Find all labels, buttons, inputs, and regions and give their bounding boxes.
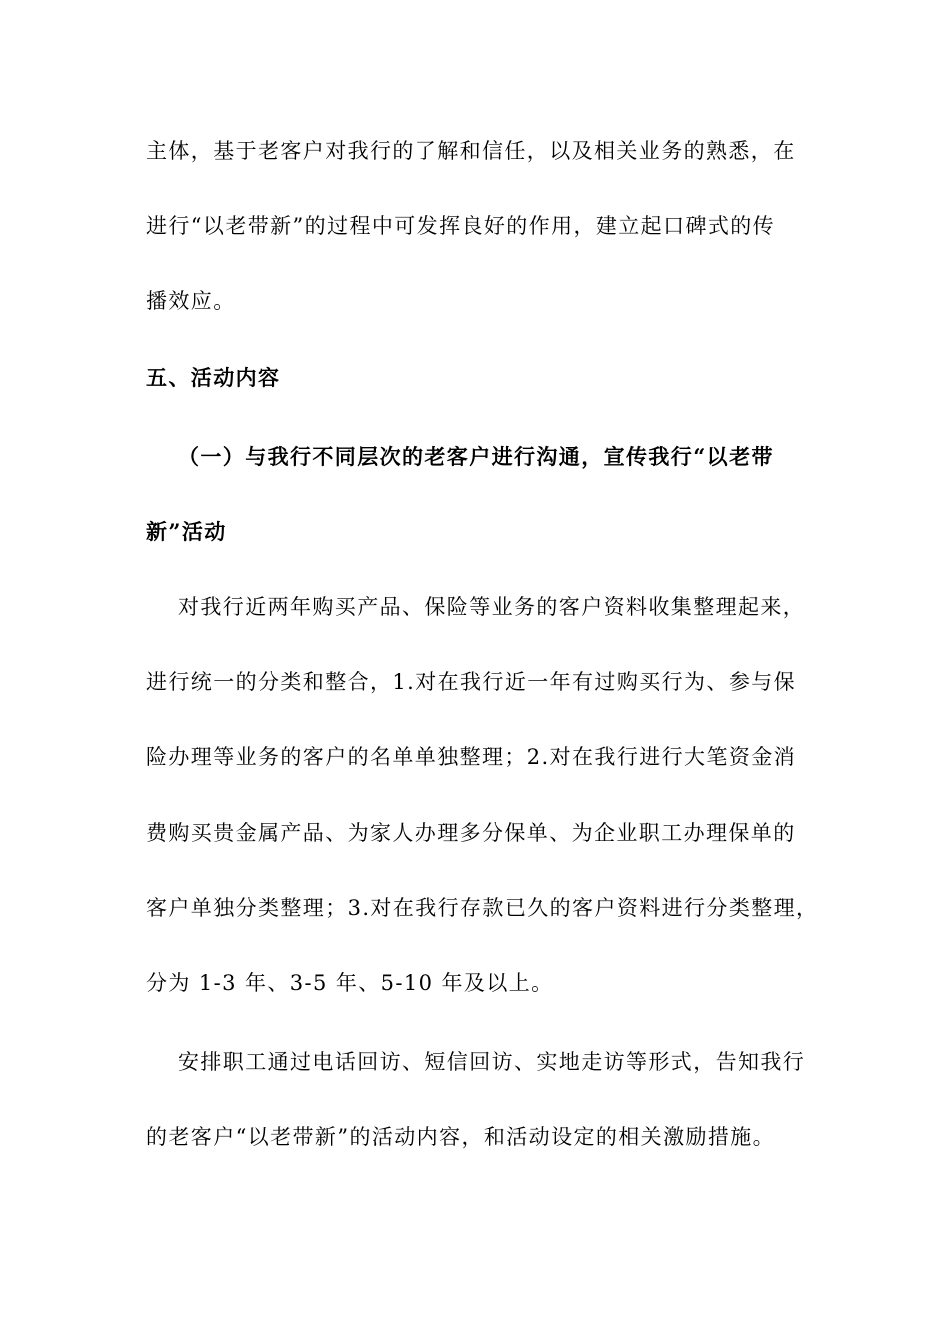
paragraph-line: 进行“以老带新”的过程中可发挥良好的作用，建立起口碑式的传 — [146, 214, 776, 238]
paragraph-line: 客户单独分类整理；3.对在我行存款已久的客户资料进行分类整理， — [146, 896, 819, 920]
subsection-heading-continued: 新”活动 — [146, 519, 227, 544]
section-heading: 五、活动内容 — [146, 365, 281, 390]
paragraph-line: 分为 1-3 年、3-5 年、5-10 年及以上。 — [146, 971, 554, 995]
paragraph-line: 对我行近两年购买产品、保险等业务的客户资料收集整理起来， — [178, 595, 806, 619]
subsection-heading: （一）与我行不同层次的老客户进行沟通，宣传我行“以老带 — [178, 444, 774, 469]
paragraph-line: 的老客户“以老带新”的活动内容，和活动设定的相关激励措施。 — [146, 1125, 776, 1149]
paragraph-line: 费购买贵金属产品、为家人办理多分保单、为企业职工办理保单的 — [146, 821, 796, 845]
paragraph-line: 安排职工通过电话回访、短信回访、实地走访等形式，告知我行 — [178, 1050, 806, 1074]
paragraph-line: 进行统一的分类和整合，1.对在我行近一年有过购买行为、参与保 — [146, 670, 797, 694]
paragraph-line: 险办理等业务的客户的名单单独整理；2.对在我行进行大笔资金消 — [146, 745, 797, 769]
paragraph-line: 主体，基于老客户对我行的了解和信任，以及相关业务的熟悉，在 — [146, 139, 796, 163]
paragraph-line: 播效应。 — [146, 289, 236, 313]
